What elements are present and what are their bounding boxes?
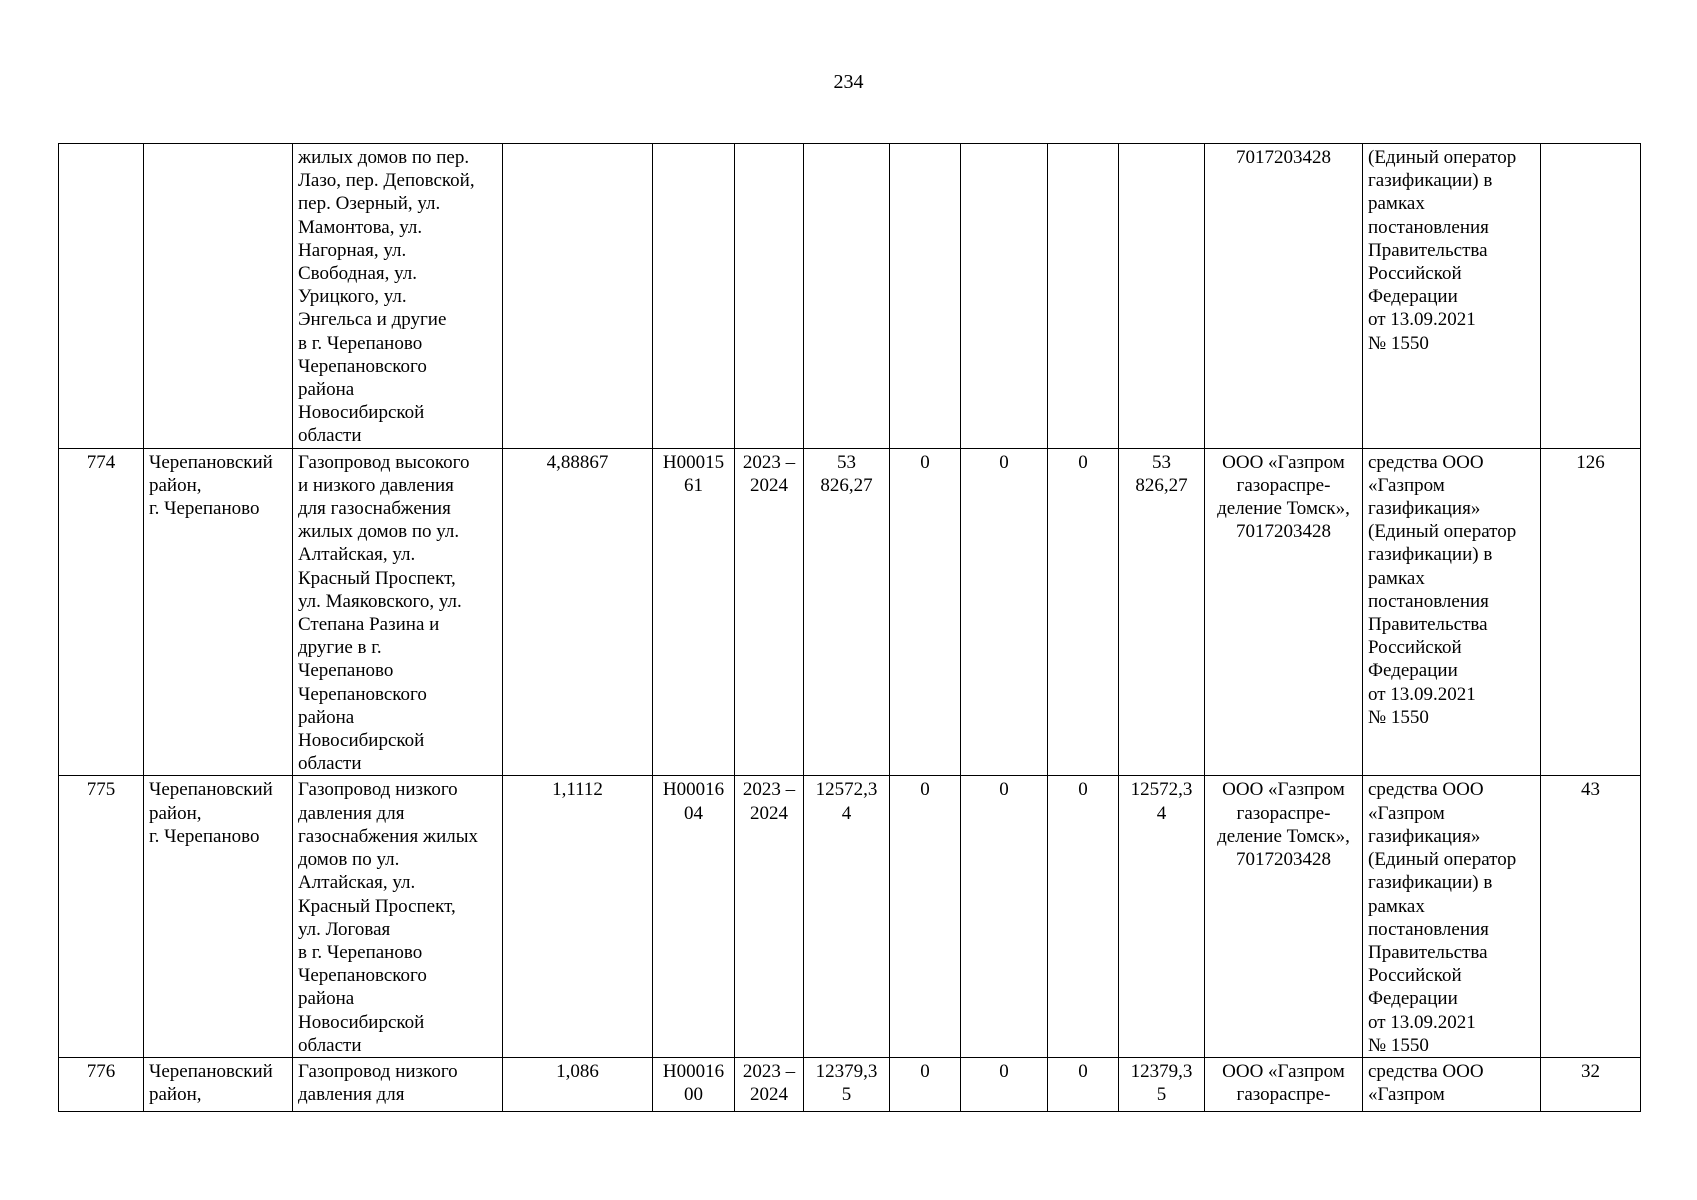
count-cell xyxy=(1541,144,1641,449)
table-row xyxy=(59,776,1641,1057)
object-code-cell xyxy=(653,144,735,449)
funding-value-cell: 53 826,27 xyxy=(1119,448,1205,776)
total-cost-cell xyxy=(804,144,890,449)
length-cell: 1,1112 xyxy=(503,776,653,1057)
funding-value-cell xyxy=(961,144,1048,449)
funding-value-cell: 12572,3 4 xyxy=(1119,776,1205,1057)
funding-value-cell: 0 xyxy=(961,448,1048,776)
district-cell: Черепановский район, г. Черепаново xyxy=(144,776,293,1057)
funding-source-cell: средства ООО «Газпром газификация» (Единый оператор газификации) в рамках постановления Правительства Российской Федерации от 13.09.2021 № 1550 xyxy=(1363,776,1541,1057)
district-cell: Черепановский район, г. Черепаново xyxy=(144,448,293,776)
object-name-cell: Газопровод низкого давления для газоснабжения жилых домов по ул. Алтайская, ул. Красный Проспект, ул. Логовая в г. Черепаново Черепановского района Новосибирской области xyxy=(293,776,503,1057)
funding-value-cell: 0 xyxy=(961,776,1048,1057)
row-number-cell xyxy=(59,144,144,449)
table-row xyxy=(59,448,1641,776)
period-cell: 2023 – 2024 xyxy=(735,776,804,1057)
district-cell: Черепановский район, xyxy=(144,1057,293,1111)
funding-value-cell: 0 xyxy=(890,776,961,1057)
object-code-cell: Н00016 00 xyxy=(653,1057,735,1111)
table-row xyxy=(59,1057,1641,1111)
total-cost-cell: 53 826,27 xyxy=(804,448,890,776)
operator-cell: ООО «Газпром газораспре- деление Томск», 7017203428 xyxy=(1205,448,1363,776)
funding-source-cell: средства ООО «Газпром газификация» (Единый оператор газификации) в рамках постановления Правительства Российской Федерации от 13.09.2021 № 1550 xyxy=(1363,448,1541,776)
funding-value-cell: 0 xyxy=(961,1057,1048,1111)
period-cell: 2023 – 2024 xyxy=(735,448,804,776)
funding-value-cell xyxy=(1048,144,1119,449)
length-cell xyxy=(503,144,653,449)
operator-cell: ООО «Газпром газораспре- xyxy=(1205,1057,1363,1111)
gas-pipeline-registry-table xyxy=(58,143,1641,1112)
object-code-cell: Н00016 04 xyxy=(653,776,735,1057)
funding-value-cell xyxy=(1119,144,1205,449)
count-cell: 126 xyxy=(1541,448,1641,776)
table-row xyxy=(59,144,1641,449)
funding-source-cell: средства ООО «Газпром xyxy=(1363,1057,1541,1111)
count-cell: 43 xyxy=(1541,776,1641,1057)
funding-value-cell: 0 xyxy=(1048,1057,1119,1111)
total-cost-cell: 12379,3 5 xyxy=(804,1057,890,1111)
funding-source-cell: (Единый оператор газификации) в рамках постановления Правительства Российской Федерации от 13.09.2021 № 1550 xyxy=(1363,144,1541,449)
page-number: 234 xyxy=(833,71,864,93)
object-name-cell: жилых домов по пер. Лазо, пер. Деповской, пер. Озерный, ул. Мамонтова, ул. Нагорная, ул. Свободная, ул. Урицкого, ул. Энгельса и другие в г. Черепаново Черепановского района Новосибирской области xyxy=(293,144,503,449)
funding-value-cell: 0 xyxy=(1048,448,1119,776)
row-number-cell: 774 xyxy=(59,448,144,776)
length-cell: 4,88867 xyxy=(503,448,653,776)
funding-value-cell: 0 xyxy=(890,448,961,776)
object-name-cell: Газопровод низкого давления для xyxy=(293,1057,503,1111)
row-number-cell: 775 xyxy=(59,776,144,1057)
operator-cell: ООО «Газпром газораспре- деление Томск», 7017203428 xyxy=(1205,776,1363,1057)
length-cell: 1,086 xyxy=(503,1057,653,1111)
district-cell xyxy=(144,144,293,449)
object-code-cell: Н00015 61 xyxy=(653,448,735,776)
object-name-cell: Газопровод высокого и низкого давления для газоснабжения жилых домов по ул. Алтайская, ул. Красный Проспект, ул. Маяковского, ул. Степана Разина и другие в г. Черепаново Черепановского района Новосибирской области xyxy=(293,448,503,776)
count-cell: 32 xyxy=(1541,1057,1641,1111)
period-cell xyxy=(735,144,804,449)
operator-cell: 7017203428 xyxy=(1205,144,1363,449)
funding-value-cell xyxy=(890,144,961,449)
funding-value-cell: 0 xyxy=(890,1057,961,1111)
row-number-cell: 776 xyxy=(59,1057,144,1111)
funding-value-cell: 0 xyxy=(1048,776,1119,1057)
total-cost-cell: 12572,3 4 xyxy=(804,776,890,1057)
period-cell: 2023 – 2024 xyxy=(735,1057,804,1111)
funding-value-cell: 12379,3 5 xyxy=(1119,1057,1205,1111)
